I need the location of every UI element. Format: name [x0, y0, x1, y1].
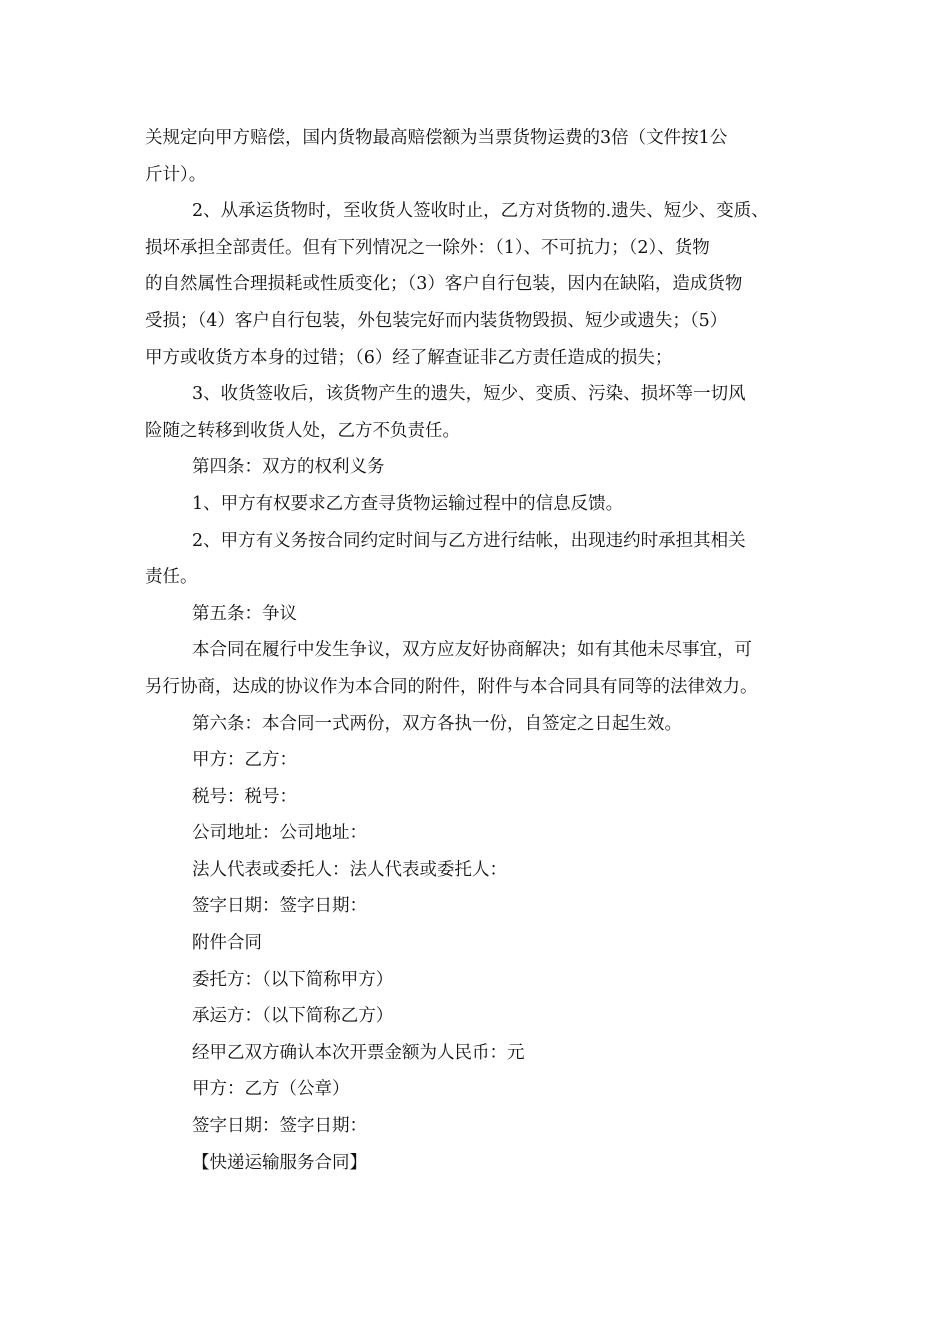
document-line: 险随之转移到收货人处，乙方不负责任。: [145, 420, 460, 441]
document-line: 第五条：争议: [192, 603, 297, 624]
document-line: 本合同在履行中发生争议，双方应友好协商解决；如有其他未尽事宜，可: [192, 640, 752, 661]
document-line: 委托方：（以下简称甲方）: [192, 969, 394, 990]
document-line: 签字日期：签字日期：: [192, 896, 367, 917]
document-line: 1、甲方有权要求乙方查寻货物运输过程中的信息反馈。: [192, 493, 624, 514]
document-line: 2、从承运货物时，至收货人签收时止，乙方对货物的.遗失、短少、变质、: [192, 201, 769, 222]
document-line: 承运方：（以下简称乙方）: [192, 1006, 394, 1027]
document-line: 受损；（4）客户自行包装，外包装完好而内装货物毁损、短少或遗失；（5）: [145, 310, 728, 331]
document-line: 另行协商，达成的协议作为本合同的附件，附件与本合同具有同等的法律效力。: [145, 676, 758, 697]
document-line: 税号：税号：: [192, 786, 297, 807]
document-line: 【快递运输服务合同】: [192, 1152, 367, 1173]
document-line: 3、收货签收后，该货物产生的遗失，短少、变质、污染、损坏等一切风: [192, 384, 746, 405]
document-line: 公司地址：公司地址：: [192, 823, 367, 844]
document-line: 法人代表或委托人：法人代表或委托人：: [192, 859, 507, 880]
document-line: 甲方或收货方本身的过错；（6）经了解查证非乙方责任造成的损失；: [145, 347, 673, 368]
document-line: 附件合同: [192, 933, 262, 954]
document-line: 斤计）。: [145, 164, 207, 185]
document-line: 责任。: [145, 567, 198, 588]
document-line: 关规定向甲方赔偿，国内货物最高赔偿额为当票货物运费的3倍（文件按1公: [145, 128, 728, 148]
document-line: 经甲乙双方确认本次开票金额为人民币：元: [192, 1042, 525, 1063]
document-body: [145, 120, 810, 1181]
document-line: 第四条：双方的权利义务: [192, 457, 385, 478]
document-line: 甲方：乙方：: [192, 750, 297, 771]
document-line: 甲方：乙方（公章）: [192, 1079, 350, 1100]
document-line: 2、甲方有义务按合同约定时间与乙方进行结帐，出现违约时承担其相关: [192, 530, 746, 551]
document-line: 的自然属性合理损耗或性质变化；（3）客户自行包装，因内在缺陷，造成货物: [145, 274, 743, 295]
document-line: 第六条：本合同一式两份，双方各执一份，自签定之日起生效。: [192, 713, 682, 734]
document-line: 签字日期：签字日期：: [192, 1116, 367, 1137]
document-line: 损坏承担全部责任。但有下列情况之一除外：（1）、不可抗力；（2）、货物: [145, 237, 710, 258]
